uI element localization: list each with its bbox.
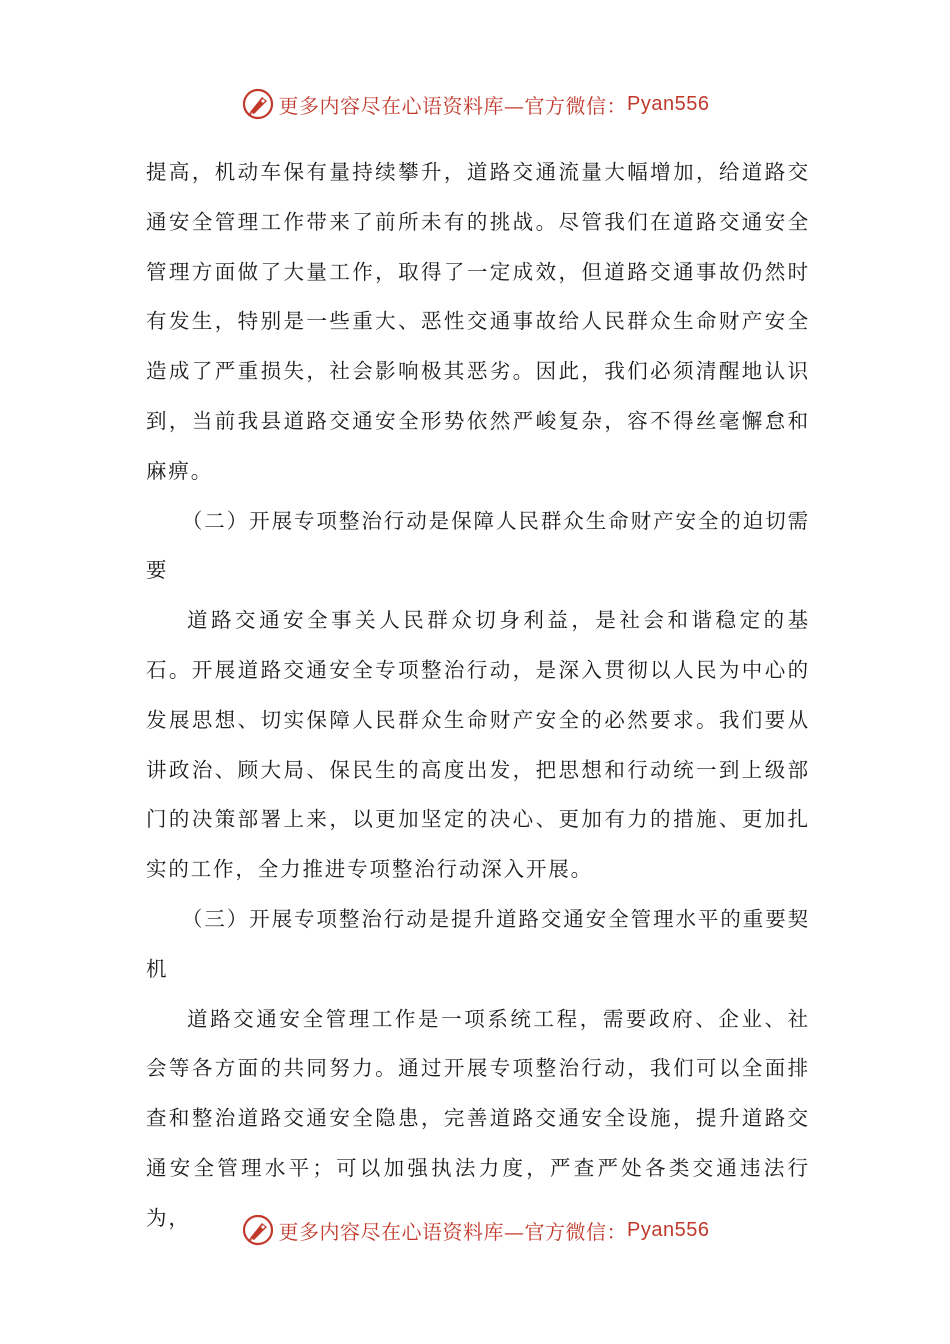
body-paragraph: 道路交通安全事关人民群众切身利益，是社会和谐稳定的基石。开展道路交通安全专项整治行动，是深入贯彻以人民为中心的发展思想、切实保障人民群众生命财产安全的必然要求。我们要从讲政治、顾大局、保民生的高度出发，把思想和行动统一到上级部门的决策部署上来，以更加坚定的决心、更加有力的措施、更加扎实的工作，全力推进专项整治行动深入开展。: [146, 608, 810, 882]
body-paragraph: 提高，机动车保有量持续攀升，道路交通流量大幅增加，给道路交通安全管理工作带来了前所未有的挑战。尽管我们在道路交通安全管理方面做了大量工作，取得了一定成效，但道路交通事故仍然时有发生，特别是一些重大、恶性交通事故给人民群众生命财产安全造成了严重损失，社会影响极其恶劣。因此，我们必须清醒地认识到，当前我县道路交通安全形势依然严峻复杂，容不得丝毫懈怠和麻痹。: [146, 160, 810, 483]
pen-nib-logo-icon: [241, 1213, 275, 1247]
footer-watermark: [0, 1210, 950, 1250]
document-body: [146, 148, 810, 1244]
watermark-wechat-id: Pyan556: [627, 92, 710, 115]
watermark-text: 更多内容尽在心语资料库—官方微信：: [278, 93, 628, 118]
header-watermark: [0, 84, 950, 124]
pen-nib-logo-icon: [241, 87, 275, 121]
section-heading-3: （三）开展专项整治行动是提升道路交通安全管理水平的重要契机: [146, 906, 810, 981]
section-heading-2: （二）开展专项整治行动是保障人民群众生命财产安全的迫切需要: [146, 508, 810, 583]
watermark-text: 更多内容尽在心语资料库—官方微信：: [278, 1219, 628, 1244]
watermark-wechat-id: Pyan556: [627, 1218, 710, 1241]
body-paragraph: 道路交通安全管理工作是一项系统工程，需要政府、企业、社会等各方面的共同努力。通过开展专项整治行动，我们可以全面排查和整治道路交通安全隐患，完善道路交通安全设施，提升道路交通安全管理水平；可以加强执法力度，严查严处各类交通违法行为，: [146, 1006, 810, 1230]
